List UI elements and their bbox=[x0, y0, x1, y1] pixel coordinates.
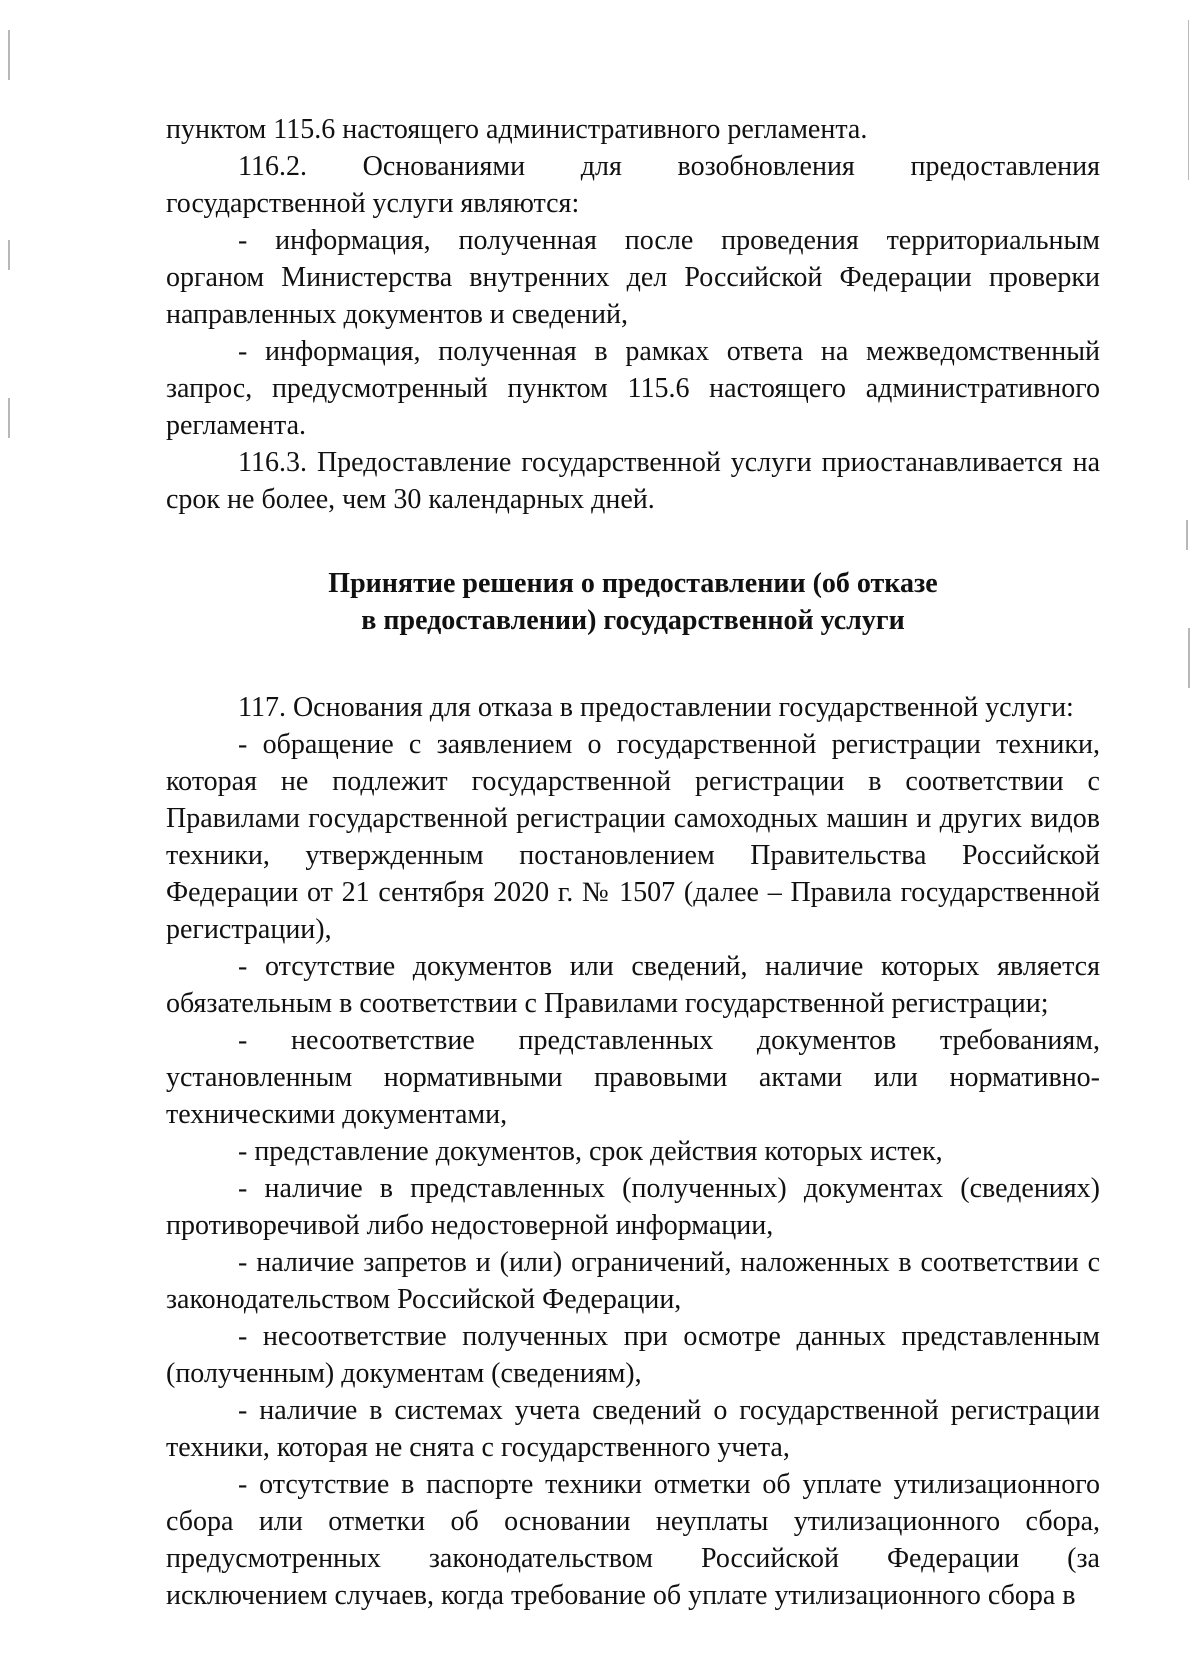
paragraph-continuation: пунктом 115.6 настоящего административного регламента. bbox=[166, 114, 868, 145]
document-page bbox=[166, 111, 1100, 1614]
list-item: - обращение с заявлением о государственной регистрации техники, которая не подлежит государственной регистрации в соответствии с Правилами государственной регистрации самоходных машин и других видов техники, утвержденным постановлением Правительства Российской Федерации от 21 сентября 2020 г. № 1507 (далее – Правила государственной регистрации), bbox=[166, 729, 1100, 945]
scan-edge-mark bbox=[1186, 520, 1188, 550]
section-heading-line-1: Принятие решения о предоставлении (об отказе bbox=[328, 568, 938, 599]
paragraph-116-2: 116.2. Основаниями для возобновления предоставления государственной услуги являются: bbox=[166, 151, 1100, 219]
scan-edge-mark bbox=[1188, 628, 1190, 688]
scan-edge-mark bbox=[8, 30, 10, 80]
list-item: - информация, полученная после проведения территориальным органом Министерства внутренних дел Российской Федерации проверки направленных документов и сведений, bbox=[166, 225, 1100, 330]
list-item: - информация, полученная в рамках ответа на межведомственный запрос, предусмотренный пунктом 115.6 настоящего административного регламента. bbox=[166, 336, 1100, 441]
list-item: - отсутствие документов или сведений, наличие которых является обязательным в соответствии с Правилами государственной регистрации; bbox=[166, 951, 1100, 1019]
list-item: - несоответствие представленных документов требованиям, установленным нормативными правовыми актами или нормативно-техническими документами, bbox=[166, 1025, 1100, 1130]
list-item: - наличие в представленных (полученных) документах (сведениях) противоречивой либо недостоверной информации, bbox=[166, 1173, 1100, 1241]
paragraph-116-3: 116.3. Предоставление государственной услуги приостанавливается на срок не более, чем 30 календарных дней. bbox=[166, 447, 1100, 515]
scan-edge-mark bbox=[8, 240, 10, 270]
list-item: - несоответствие полученных при осмотре данных представленным (полученным) документам (сведениям), bbox=[166, 1321, 1100, 1389]
list-item: - отсутствие в паспорте техники отметки об уплате утилизационного сбора или отметки об основании неуплаты утилизационного сбора, предусмотренных законодательством Российской Федерации (за исключением случаев, когда требование об уплате утилизационного сбора в bbox=[166, 1469, 1100, 1611]
scan-edge-mark bbox=[8, 398, 10, 438]
scan-edge-mark bbox=[1188, 20, 1189, 180]
list-item: - наличие в системах учета сведений о государственной регистрации техники, которая не снята с государственного учета, bbox=[166, 1395, 1100, 1463]
list-item: - наличие запретов и (или) ограничений, наложенных в соответствии с законодательством Российской Федерации, bbox=[166, 1247, 1100, 1315]
section-heading bbox=[166, 565, 1100, 639]
list-item: - представление документов, срок действия которых истек, bbox=[238, 1136, 943, 1167]
paragraph-117: 117. Основания для отказа в предоставлении государственной услуги: bbox=[238, 692, 1074, 723]
section-heading-line-2: в предоставлении) государственной услуги bbox=[361, 605, 905, 636]
